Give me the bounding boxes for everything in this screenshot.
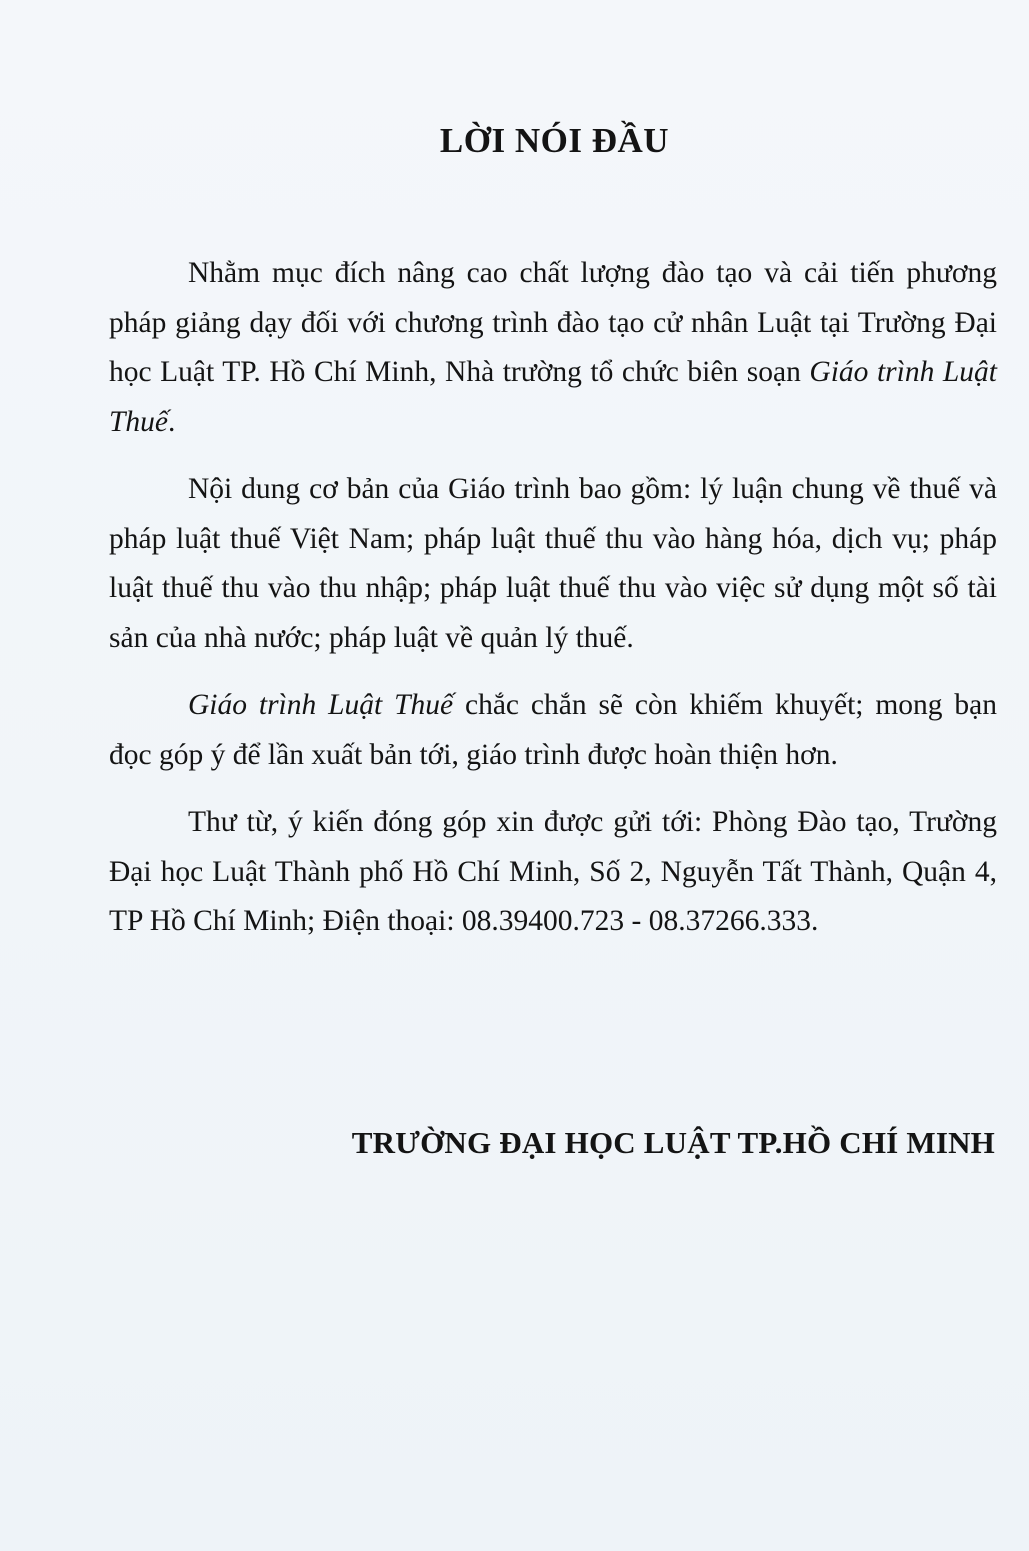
paragraph-1 bbox=[109, 249, 997, 447]
paragraph-3-book-title: Giáo trình Luật Thuế bbox=[188, 689, 454, 721]
paragraph-1-text: Nhằm mục đích nâng cao chất lượng đào tạo và cải tiến phương pháp giảng dạy đối với chương trình đào tạo cử nhân Luật tại Trường Đại học Luật TP. Hồ Chí Minh, Nhà trường tổ chức biên soạn bbox=[109, 257, 997, 388]
paragraph-2 bbox=[109, 465, 997, 663]
paragraph-4 bbox=[109, 798, 997, 947]
paragraph-1-book-title: Giáo trình Luật Thuế bbox=[109, 356, 997, 438]
paragraph-3 bbox=[109, 681, 997, 780]
signature: TRƯỜNG ĐẠI HỌC LUẬT TP.HỒ CHÍ MINH bbox=[351, 1125, 995, 1160]
preface-body bbox=[109, 249, 997, 965]
paragraph-3-text: chắc chắn sẽ còn khiếm khuyết; mong bạn đọc góp ý để lần xuất bản tới, giáo trình được hoàn thiện hơn. bbox=[109, 689, 997, 771]
paragraph-1-end: . bbox=[168, 405, 176, 438]
page-title: LỜI NÓI ĐẦU bbox=[439, 121, 670, 160]
paragraph-4-text: Thư từ, ý kiến đóng góp xin được gửi tới: Phòng Đào tạo, Trường Đại học Luật Thành phố Hồ Chí Minh, Số 2, Nguyễn Tất Thành, Quận 4, TP Hồ Chí Minh; Điện thoại: 08.39400.723 - 08.37266.333. bbox=[109, 806, 997, 937]
paragraph-2-text: Nội dung cơ bản của Giáo trình bao gồm: lý luận chung về thuế và pháp luật thuế Việt Nam; pháp luật thuế thu vào hàng hóa, dịch vụ; pháp luật thuế thu vào thu nhập; pháp luật thuế thu vào việc sử dụng một số tài sản của nhà nước; pháp luật về quản lý thuế. bbox=[109, 473, 997, 654]
